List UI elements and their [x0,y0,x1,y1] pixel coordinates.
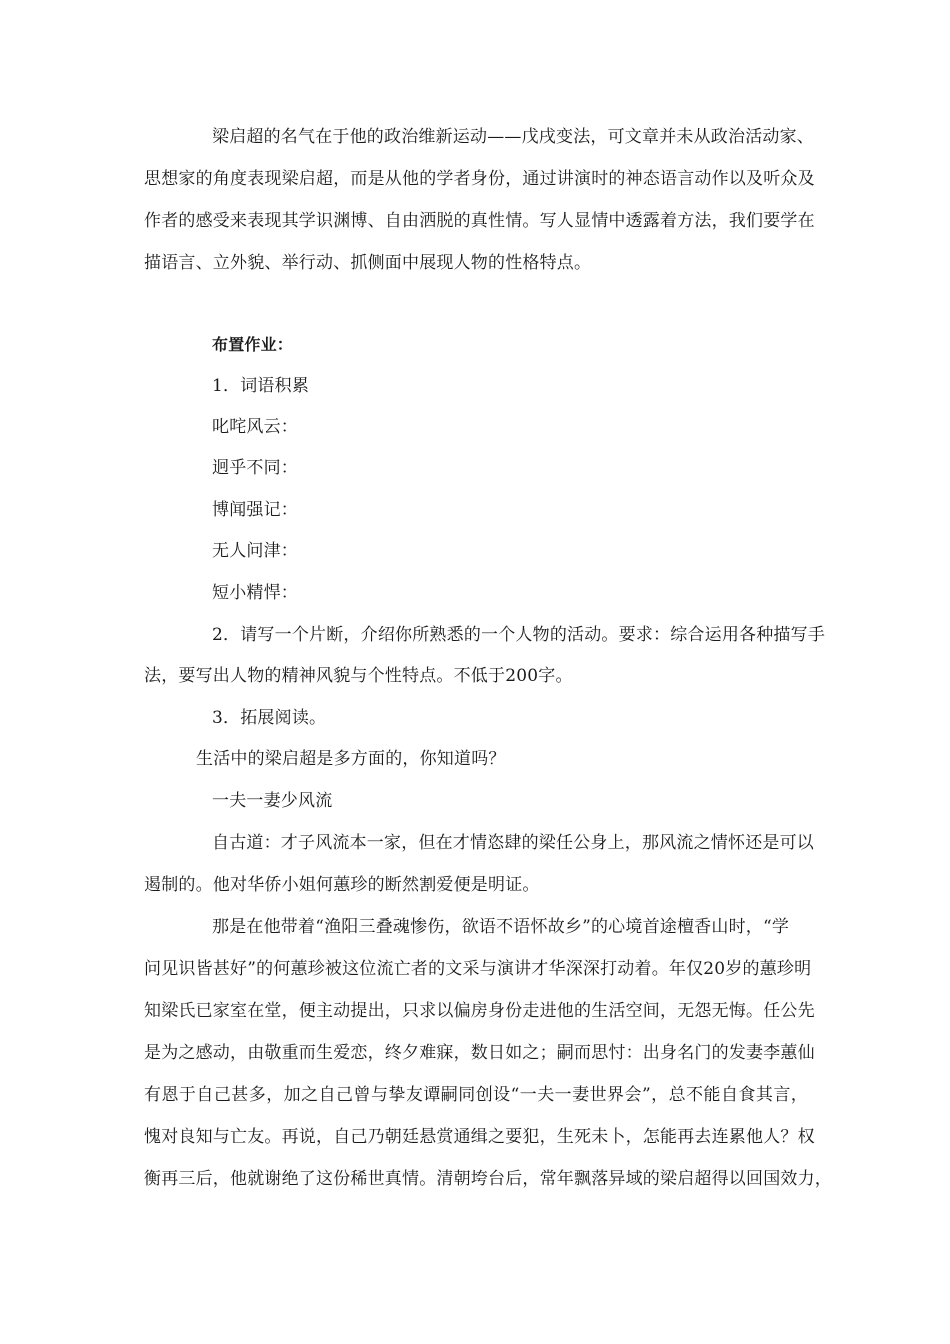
reading-para-2-line-2: 问见识皆甚好”的何蕙珍被这位流亡者的文采与演讲才华深深打动着。年仅20岁的蕙珍明 [144,959,812,979]
homework-item-2-line-2: 法，要写出人物的精神风貌与个性特点。不低于200字。 [144,666,573,686]
intro-line-3: 作者的感受来表现其学识渊博、自由洒脱的真性情。写人显情中透露着方法，我们要学在 [144,211,815,231]
reading-para-1-line-2: 遏制的。他对华侨小姐何蕙珍的断然割爱便是明证。 [144,875,540,895]
term-1: 叱咤风云： [212,417,298,437]
reading-question: 生活中的梁启超是多方面的，你知道吗？ [196,749,506,769]
homework-item-3-title: 3．拓展阅读。 [212,708,327,728]
reading-para-2-line-4: 是为之感动，由敬重而生爱恋，终夕难寐，数日如之；嗣而思忖：出身名门的发妻李蕙仙 [144,1043,815,1063]
intro-line-1: 梁启超的名气在于他的政治维新运动——戊戌变法，可文章并未从政治活动家、 [212,127,814,147]
term-4: 无人问津： [212,541,298,561]
reading-para-2-line-5: 有恩于自己甚多，加之自己曾与挚友谭嗣同创设“一夫一妻世界会”，总不能自食其言， [144,1085,808,1105]
reading-para-2-line-6: 愧对良知与亡友。再说，自己乃朝廷悬赏通缉之要犯，生死未卜，怎能再去连累他人？权 [144,1127,815,1147]
homework-heading: 布置作业： [212,335,294,354]
intro-line-4: 描语言、立外貌、举行动、抓侧面中展现人物的性格特点。 [144,253,592,273]
term-5: 短小精悍： [212,583,298,603]
reading-para-2-line-3: 知梁氏已家室在堂，便主动提出，只求以偏房身份走进他的生活空间，无怨无悔。任公先 [144,1001,815,1021]
intro-line-2: 思想家的角度表现梁启超，而是从他的学者身份，通过讲演时的神态语言动作以及听众及 [144,169,815,189]
term-3: 博闻强记： [212,500,298,520]
homework-item-2-line-1: 2．请写一个片断，介绍你所熟悉的一个人物的活动。要求：综合运用各种描写手 [212,625,826,645]
reading-para-1-line-1: 自古道：才子风流本一家，但在才情恣肆的梁任公身上，那风流之情怀还是可以 [212,833,814,853]
reading-subtitle: 一夫一妻少风流 [212,791,333,811]
homework-item-1-title: 1．词语积累 [212,376,310,396]
reading-para-2-line-1: 那是在他带着“渔阳三叠魂惨伤，欲语不语怀故乡”的心境首途檀香山时，“学 [212,917,790,937]
reading-para-2-line-7: 衡再三后，他就谢绝了这份稀世真情。清朝垮台后，常年飘落异域的梁启超得以回国效力， [144,1169,832,1189]
term-2: 迥乎不同： [212,458,298,478]
